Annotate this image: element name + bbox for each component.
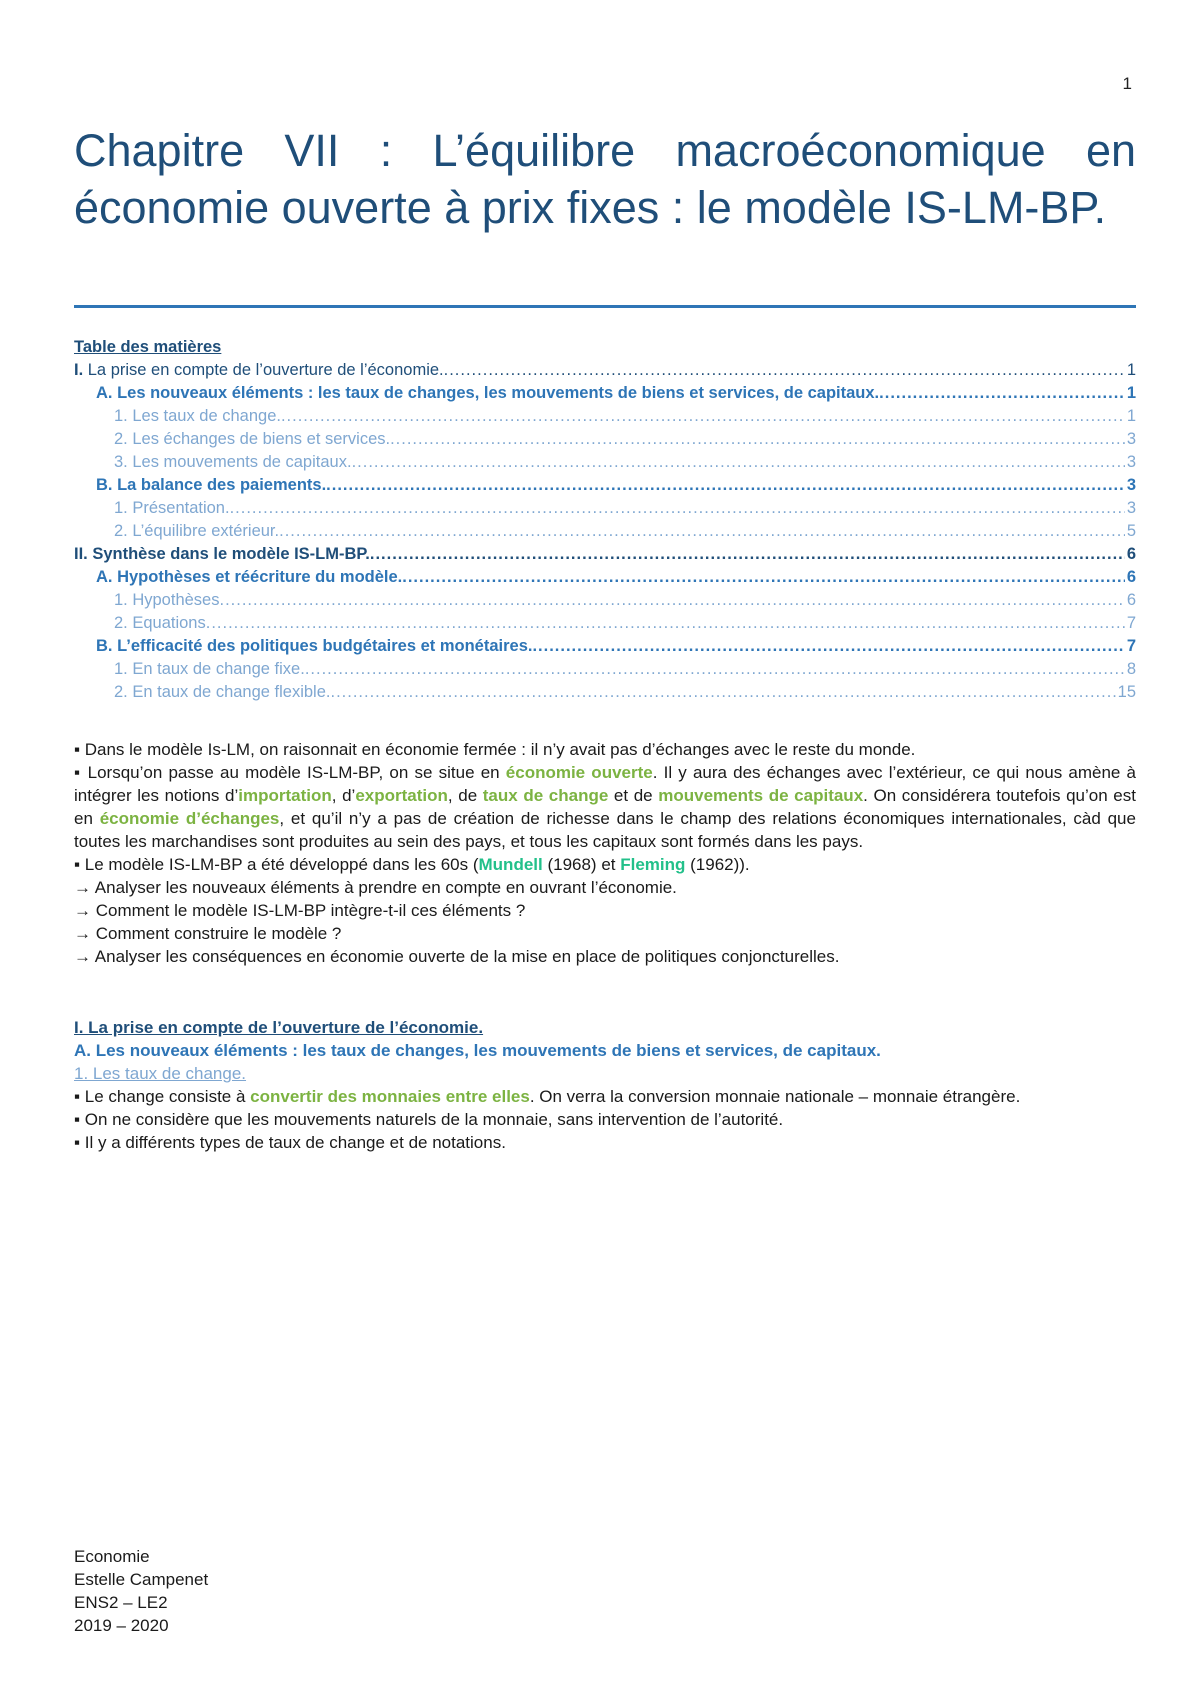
toc-entry-13[interactable]: B. L’efficacité des politiques budgétaires et monétaires. ..... 7: [74, 635, 1136, 658]
document-title: Chapitre VII : L’équilibre macroéconomique en économie ouverte à prix fixes : le modèle IS-LM-BP.: [74, 125, 1136, 233]
toc-entry-label: 1. En taux de change fixe.: [114, 660, 305, 678]
arrow-item: → Comment le modèle IS-LM-BP intègre-t-il ces éléments ?: [74, 901, 526, 920]
toc-entry-page: 1: [1126, 384, 1136, 402]
footer-subject: Economie: [74, 1547, 150, 1566]
toc-entry-page: 8: [1126, 660, 1136, 678]
toc-heading[interactable]: Table des matières: [74, 338, 222, 356]
footer-author: Estelle Campenet: [74, 1570, 209, 1589]
toc-entry-label: 2. Equations: [114, 614, 206, 632]
toc-entry-12[interactable]: [74, 612, 1136, 635]
arrow-item: → Comment construire le modèle ?: [74, 924, 342, 943]
key-term: importation: [238, 786, 332, 805]
section-heading-3: 1. Les taux de change.: [74, 1064, 247, 1083]
toc-entry-page: 15: [1117, 683, 1136, 701]
toc-entry-label: 1. Présentation.: [114, 499, 230, 517]
toc-entry-page: 3: [1126, 499, 1136, 517]
toc-entry-label: 2. Les échanges de biens et services.: [114, 430, 391, 448]
toc-entry-page: 6: [1126, 591, 1136, 609]
toc-entry-label: 2. En taux de change flexible.: [114, 683, 331, 701]
toc-entry-3[interactable]: [74, 405, 1136, 428]
section-heading-2: A. Les nouveaux éléments : les taux de changes, les mouvements de biens et services, de capitaux.: [74, 1041, 881, 1060]
toc-entry-label: 1. Les taux de change.: [114, 407, 281, 425]
toc-entry-1[interactable]: I. La prise en compte de l’ouverture de l’économie. ..... 1: [74, 359, 1136, 382]
toc-entry-4[interactable]: [74, 428, 1136, 451]
key-term: taux de change: [482, 786, 609, 805]
toc-entry-8[interactable]: [74, 520, 1136, 543]
arrow-item: → Analyser les nouveaux éléments à prendre en compte en ouvrant l’économie.: [74, 878, 677, 897]
toc-entry-page: 6: [1126, 568, 1136, 586]
toc-entry-page: 7: [1126, 637, 1136, 655]
toc-entry-label: Les nouveaux éléments : les taux de changes, les mouvements de biens et services, de capitaux.: [112, 384, 880, 402]
key-term: économie d’échanges: [99, 809, 280, 828]
section-paragraph-1: ▪ Le change consiste à convertir des monnaies entre elles. On verra la conversion monnaie nationale – monnaie étrangère.: [74, 1087, 1021, 1106]
intro-text: [74, 738, 1136, 968]
intro-paragraph-3: ▪ Le modèle IS-LM-BP a été développé dans les 60s (Mundell (1968) et Fleming (1962)).: [74, 855, 750, 874]
section-paragraph-2: ▪ On ne considère que les mouvements naturels de la monnaie, sans intervention de l’autorité.: [74, 1110, 784, 1129]
toc-entry-label: Hypothèses et réécriture du modèle.: [112, 568, 403, 586]
title-underline-rule: [74, 305, 1136, 308]
toc-entry-15[interactable]: [74, 681, 1136, 704]
section-paragraph-3: ▪ Il y a différents types de taux de change et de notations.: [74, 1133, 506, 1152]
toc-entry-page: 1: [1126, 407, 1136, 425]
footer-year: 2019 – 2020: [74, 1616, 169, 1635]
toc-entry-11[interactable]: [74, 589, 1136, 612]
toc-entry-page: 1: [1126, 361, 1136, 379]
toc-entry-label: 2. L’équilibre extérieur.: [114, 522, 280, 540]
key-term: exportation: [355, 786, 448, 805]
toc-entry-5[interactable]: [74, 451, 1136, 474]
author-name: Fleming: [620, 855, 686, 874]
key-term: mouvements de capitaux: [658, 786, 864, 805]
key-term: économie ouverte: [505, 763, 653, 782]
footer: [74, 1545, 208, 1637]
toc-entry-label: 1. Hypothèses: [114, 591, 220, 609]
toc-entry-page: 5: [1126, 522, 1136, 540]
page-number: 1: [1122, 74, 1132, 93]
toc-entry-label: 3. Les mouvements de capitaux.: [114, 453, 352, 471]
toc-entry-9[interactable]: II. Synthèse dans le modèle IS-LM-BP. ..... 6: [74, 543, 1136, 566]
toc-entry-page: 3: [1126, 453, 1136, 471]
toc-entry-page: 3: [1126, 476, 1136, 494]
toc-entry-7[interactable]: [74, 497, 1136, 520]
toc-entry-label: Synthèse dans le modèle IS-LM-BP.: [87, 545, 370, 563]
intro-paragraph-2: ▪ Lorsqu’on passe au modèle IS-LM-BP, on se situe en économie ouverte. Il y aura des échanges avec l’extérieur, ce qui nous amène à intégrer les notions d’importation, d’exportation, de taux de change et de mouvements de capitaux. On considérera toutefois qu’on est en économie d’échanges, et qu’il n’y a pas de création de richesse dans le champ des relations économiques internationales, càd que toutes les marchandises sont produites au sein des pays, et tous les capitaux sont formés dans les pays.: [74, 763, 1136, 851]
toc-entry-6[interactable]: B. La balance des paiements. ..... 3: [74, 474, 1136, 497]
section-1: [74, 1016, 1136, 1154]
toc-entry-label: La prise en compte de l’ouverture de l’économie.: [83, 361, 444, 379]
toc-entry-page: 7: [1126, 614, 1136, 632]
arrow-item: → Analyser les conséquences en économie ouverte de la mise en place de politiques conjoncturelles.: [74, 947, 840, 966]
footer-class: ENS2 – LE2: [74, 1593, 168, 1612]
table-of-contents: [74, 336, 1136, 704]
toc-entry-label: L’efficacité des politiques budgétaires et monétaires.: [112, 637, 533, 655]
toc-entry-2[interactable]: A. Les nouveaux éléments : les taux de changes, les mouvements de biens et services, de capitaux. ..... 1: [74, 382, 1136, 405]
section-heading-1: I. La prise en compte de l’ouverture de l’économie.: [74, 1018, 484, 1037]
key-term: convertir des monnaies entre elles: [250, 1087, 530, 1106]
toc-entry-label: La balance des paiements.: [112, 476, 327, 494]
toc-entry-10[interactable]: A. Hypothèses et réécriture du modèle. ..... 6: [74, 566, 1136, 589]
author-name: Mundell: [478, 855, 543, 874]
toc-entry-page: 3: [1126, 430, 1136, 448]
toc-entry-14[interactable]: [74, 658, 1136, 681]
intro-paragraph-1: ▪ Dans le modèle Is-LM, on raisonnait en économie fermée : il n’y avait pas d’échanges avec le reste du monde.: [74, 740, 916, 759]
toc-entry-page: 6: [1126, 545, 1136, 563]
